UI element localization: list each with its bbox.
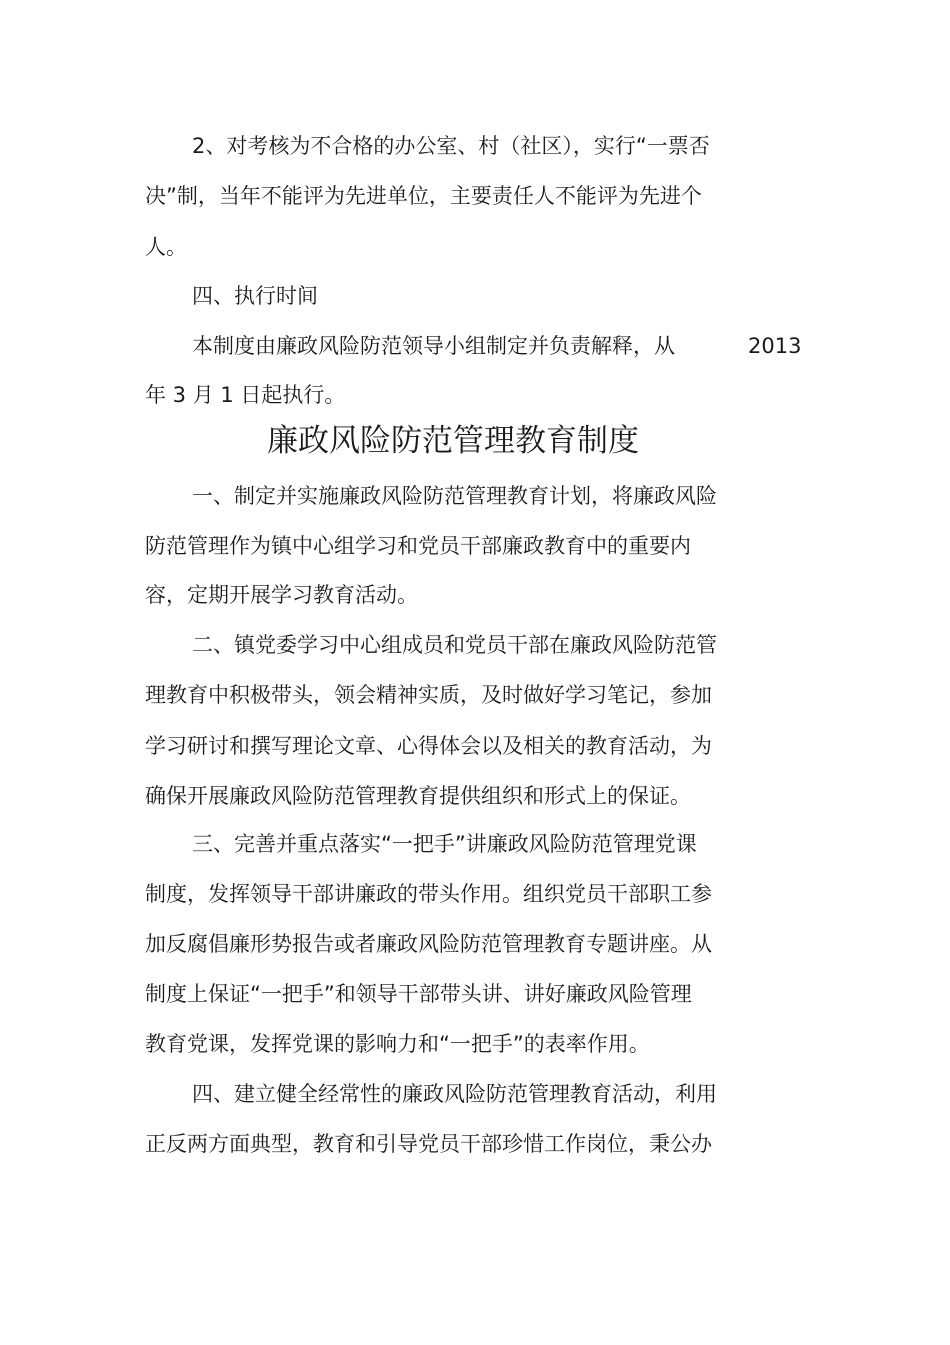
p2-line4: 确保开展廉政风险防范管理教育提供组织和形式上的保证。: [145, 784, 691, 808]
item2-line2: 决”制，当年不能评为先进单位，主要责任人不能评为先进个: [145, 184, 702, 208]
p3-line5: 教育党课，发挥党课的影响力和“一把手”的表率作用。: [145, 1032, 650, 1056]
p3-line2: 制度，发挥领导干部讲廉政的带头作用。组织党员干部职工参: [145, 882, 712, 906]
p2-line1: 二、镇党委学习中心组成员和党员干部在廉政风险防范管: [192, 633, 717, 657]
p2-line2: 理教育中积极带头，领会精神实质，及时做好学习笔记，参加: [145, 683, 712, 707]
p2-line3: 学习研讨和撰写理论文章、心得体会以及相关的教育活动，为: [145, 734, 712, 758]
p3-line4: 制度上保证“一把手”和领导干部带头讲、讲好廉政风险管理: [145, 982, 692, 1006]
p1-line1: 一、制定并实施廉政风险防范管理教育计划，将廉政风险: [192, 484, 717, 508]
p4-line2: 正反两方面典型，教育和引导党员干部珍惜工作岗位，秉公办: [145, 1132, 712, 1156]
exec-line1: 本制度由廉政风险防范领导小组制定并负责解释，从: [192, 334, 675, 358]
p4-line1: 四、建立健全经常性的廉政风险防范管理教育活动，利用: [192, 1082, 717, 1106]
section-heading-exec-time: 四、执行时间: [192, 284, 318, 308]
p3-line1: 三、完善并重点落实“一把手”讲廉政风险防范管理党课: [192, 832, 697, 856]
item2-line3: 人。: [145, 235, 187, 259]
exec-year: 2013: [748, 334, 802, 358]
p3-line3: 加反腐倡廉形势报告或者廉政风险防范管理教育专题讲座。从: [145, 932, 712, 956]
p1-line3: 容，定期开展学习教育活动。: [145, 583, 418, 607]
item2-line1: 2、对考核为不合格的办公室、村（社区），实行“一票否: [192, 134, 710, 158]
exec-line2: 年 3 月 1 日起执行。: [145, 383, 346, 407]
p1-line2: 防范管理作为镇中心组学习和党员干部廉政教育中的重要内: [145, 534, 691, 558]
document-title: 廉政风险防范管理教育制度: [267, 423, 639, 459]
